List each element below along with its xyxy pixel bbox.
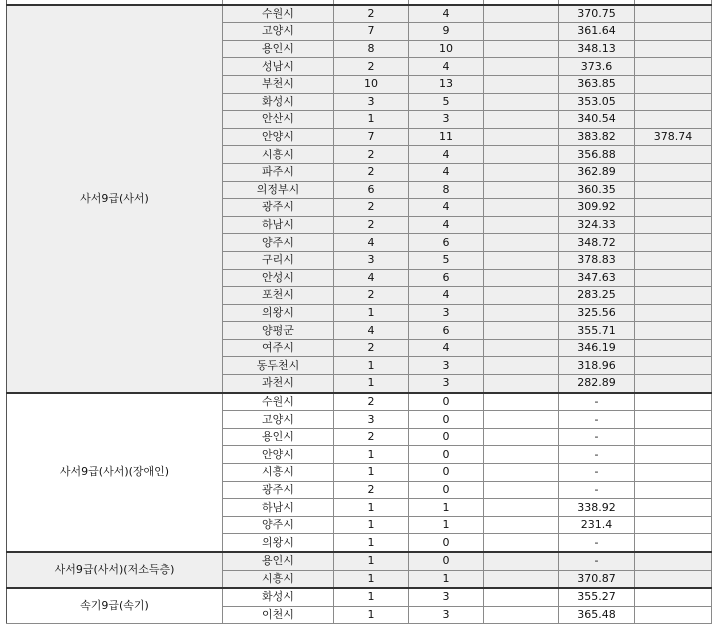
recruit-count-cell: 6 — [334, 181, 409, 199]
recruit-count-cell: 2 — [334, 146, 409, 164]
applicant-count-cell: 0 — [409, 393, 484, 411]
empty-cell — [484, 606, 559, 624]
applicant-count-cell: 4 — [409, 199, 484, 217]
applicant-count-cell: 0 — [409, 411, 484, 429]
empty-cell — [484, 481, 559, 499]
recruit-count-cell: 2 — [334, 339, 409, 357]
average-score-cell — [635, 606, 712, 624]
score-cell: 324.33 — [559, 216, 635, 234]
applicant-count-cell: 4 — [409, 163, 484, 181]
city-cell: 양주시 — [223, 234, 334, 252]
score-cell: - — [559, 411, 635, 429]
recruit-count-cell: 1 — [334, 606, 409, 624]
applicant-count-cell: 8 — [409, 181, 484, 199]
empty-cell — [484, 534, 559, 552]
city-cell: 양주시 — [223, 516, 334, 534]
average-score-cell — [635, 58, 712, 76]
city-cell: 의왕시 — [223, 534, 334, 552]
applicant-count-cell: 4 — [409, 58, 484, 76]
recruit-count-cell: 2 — [334, 216, 409, 234]
empty-cell — [484, 446, 559, 464]
average-score-cell — [635, 428, 712, 446]
average-score-cell — [635, 234, 712, 252]
recruit-count-cell: 1 — [334, 375, 409, 393]
score-cell: 383.82 — [559, 128, 635, 146]
table-row — [7, 5, 712, 23]
empty-cell — [484, 216, 559, 234]
applicant-count-cell: 1 — [409, 499, 484, 517]
score-cell: 360.35 — [559, 181, 635, 199]
applicant-count-cell: 3 — [409, 111, 484, 129]
empty-cell — [484, 269, 559, 287]
city-cell: 양평군 — [223, 322, 334, 340]
average-score-cell — [635, 375, 712, 393]
city-cell: 화성시 — [223, 588, 334, 606]
average-score-cell — [635, 40, 712, 58]
empty-cell — [484, 93, 559, 111]
city-cell: 고양시 — [223, 411, 334, 429]
empty-cell — [484, 58, 559, 76]
score-cell: 348.72 — [559, 234, 635, 252]
score-cell: - — [559, 534, 635, 552]
recruit-count-cell: 4 — [334, 322, 409, 340]
empty-cell — [484, 181, 559, 199]
table-body — [7, 0, 712, 624]
empty-cell — [484, 322, 559, 340]
category-cell: 사서9급(사서)(저소득층) — [7, 552, 223, 588]
city-cell: 용인시 — [223, 428, 334, 446]
empty-cell — [484, 146, 559, 164]
applicant-count-cell: 1 — [409, 516, 484, 534]
average-score-cell — [635, 588, 712, 606]
empty-cell — [484, 5, 559, 23]
recruit-count-cell: 7 — [334, 128, 409, 146]
empty-cell — [484, 357, 559, 375]
applicant-count-cell: 0 — [409, 428, 484, 446]
average-score-cell — [635, 287, 712, 305]
applicant-count-cell: 4 — [409, 146, 484, 164]
empty-cell — [484, 393, 559, 411]
city-cell: 부천시 — [223, 75, 334, 93]
applicant-count-cell: 0 — [409, 464, 484, 482]
average-score-cell — [635, 516, 712, 534]
recruit-count-cell: 2 — [334, 199, 409, 217]
score-cell: 363.85 — [559, 75, 635, 93]
recruit-count-cell: 1 — [334, 357, 409, 375]
score-cell: 318.96 — [559, 357, 635, 375]
recruit-count-cell: 3 — [334, 251, 409, 269]
applicant-count-cell: 6 — [409, 234, 484, 252]
city-cell: 시흥시 — [223, 570, 334, 588]
applicant-count-cell: 6 — [409, 322, 484, 340]
average-score-cell — [635, 269, 712, 287]
city-cell: 화성시 — [223, 93, 334, 111]
city-cell: 용인시 — [223, 40, 334, 58]
average-score-cell — [635, 552, 712, 570]
score-cell: 340.54 — [559, 111, 635, 129]
recruit-count-cell: 1 — [334, 552, 409, 570]
score-cell: 231.4 — [559, 516, 635, 534]
average-score-cell — [635, 75, 712, 93]
empty-cell — [484, 234, 559, 252]
empty-cell — [484, 411, 559, 429]
city-cell: 파주시 — [223, 163, 334, 181]
applicant-count-cell: 4 — [409, 216, 484, 234]
applicant-count-cell: 4 — [409, 287, 484, 305]
empty-cell — [484, 552, 559, 570]
score-cell: 283.25 — [559, 287, 635, 305]
city-cell: 시흥시 — [223, 146, 334, 164]
table-row — [7, 588, 712, 606]
score-cell: - — [559, 552, 635, 570]
recruit-count-cell: 2 — [334, 393, 409, 411]
recruit-count-cell: 1 — [334, 111, 409, 129]
empty-cell — [484, 304, 559, 322]
average-score-cell — [635, 464, 712, 482]
city-cell: 동두천시 — [223, 357, 334, 375]
city-cell: 고양시 — [223, 23, 334, 41]
applicant-count-cell: 3 — [409, 375, 484, 393]
average-score-cell — [635, 411, 712, 429]
empty-cell — [484, 199, 559, 217]
score-cell: 356.88 — [559, 146, 635, 164]
empty-cell — [484, 128, 559, 146]
recruit-count-cell: 2 — [334, 5, 409, 23]
empty-cell — [484, 588, 559, 606]
score-cell: 338.92 — [559, 499, 635, 517]
category-cell: 속기9급(속기) — [7, 588, 223, 624]
score-cell: 325.56 — [559, 304, 635, 322]
average-score-cell — [635, 5, 712, 23]
empty-cell — [484, 251, 559, 269]
empty-cell — [484, 75, 559, 93]
empty-cell — [484, 287, 559, 305]
score-cell: 355.27 — [559, 588, 635, 606]
score-cell: 353.05 — [559, 93, 635, 111]
empty-cell — [484, 516, 559, 534]
average-score-cell — [635, 339, 712, 357]
score-cell: - — [559, 428, 635, 446]
recruit-count-cell: 7 — [334, 23, 409, 41]
empty-cell — [484, 464, 559, 482]
category-cell: 사서9급(사서)(장애인) — [7, 393, 223, 552]
city-cell: 여주시 — [223, 339, 334, 357]
score-cell: - — [559, 464, 635, 482]
recruit-count-cell: 1 — [334, 446, 409, 464]
score-cell: - — [559, 481, 635, 499]
average-score-cell — [635, 181, 712, 199]
applicant-count-cell: 0 — [409, 534, 484, 552]
category-cell: 사서9급(사서) — [7, 5, 223, 393]
applicant-count-cell: 1 — [409, 570, 484, 588]
score-cell: 348.13 — [559, 40, 635, 58]
recruit-count-cell: 1 — [334, 588, 409, 606]
table-row — [7, 393, 712, 411]
recruit-count-cell: 2 — [334, 58, 409, 76]
recruit-count-cell: 1 — [334, 304, 409, 322]
city-cell: 용인시 — [223, 552, 334, 570]
score-cell: - — [559, 446, 635, 464]
city-cell: 안양시 — [223, 128, 334, 146]
empty-cell — [484, 339, 559, 357]
applicant-count-cell: 5 — [409, 251, 484, 269]
applicant-count-cell: 5 — [409, 93, 484, 111]
city-cell: 포천시 — [223, 287, 334, 305]
city-cell: 성남시 — [223, 58, 334, 76]
empty-cell — [484, 375, 559, 393]
city-cell: 이천시 — [223, 606, 334, 624]
city-cell: 안산시 — [223, 111, 334, 129]
score-table — [6, 0, 712, 624]
recruit-count-cell: 1 — [334, 464, 409, 482]
city-cell: 의왕시 — [223, 304, 334, 322]
applicant-count-cell: 3 — [409, 304, 484, 322]
average-score-cell — [635, 446, 712, 464]
average-score-cell — [635, 23, 712, 41]
empty-cell — [484, 23, 559, 41]
city-cell: 수원시 — [223, 5, 334, 23]
average-score-cell — [635, 93, 712, 111]
recruit-count-cell: 3 — [334, 93, 409, 111]
applicant-count-cell: 10 — [409, 40, 484, 58]
average-score-cell — [635, 146, 712, 164]
recruit-count-cell: 4 — [334, 234, 409, 252]
average-score-cell — [635, 216, 712, 234]
average-score-cell: 378.74 — [635, 128, 712, 146]
score-cell: 347.63 — [559, 269, 635, 287]
recruit-count-cell: 1 — [334, 499, 409, 517]
applicant-count-cell: 3 — [409, 588, 484, 606]
city-cell: 수원시 — [223, 393, 334, 411]
applicant-count-cell: 4 — [409, 5, 484, 23]
city-cell: 의정부시 — [223, 181, 334, 199]
score-cell: 309.92 — [559, 199, 635, 217]
average-score-cell — [635, 534, 712, 552]
city-cell: 광주시 — [223, 481, 334, 499]
city-cell: 광주시 — [223, 199, 334, 217]
empty-cell — [484, 428, 559, 446]
empty-cell — [484, 40, 559, 58]
recruit-count-cell: 2 — [334, 481, 409, 499]
score-cell: 370.75 — [559, 5, 635, 23]
average-score-cell — [635, 393, 712, 411]
average-score-cell — [635, 304, 712, 322]
applicant-count-cell: 0 — [409, 446, 484, 464]
recruit-count-cell: 2 — [334, 287, 409, 305]
average-score-cell — [635, 199, 712, 217]
empty-cell — [484, 163, 559, 181]
city-cell: 안성시 — [223, 269, 334, 287]
recruit-count-cell: 1 — [334, 516, 409, 534]
city-cell: 구리시 — [223, 251, 334, 269]
score-cell: 365.48 — [559, 606, 635, 624]
table-row — [7, 552, 712, 570]
score-cell: 362.89 — [559, 163, 635, 181]
average-score-cell — [635, 322, 712, 340]
applicant-count-cell: 6 — [409, 269, 484, 287]
recruit-count-cell: 10 — [334, 75, 409, 93]
score-cell: - — [559, 393, 635, 411]
average-score-cell — [635, 251, 712, 269]
average-score-cell — [635, 481, 712, 499]
city-cell: 하남시 — [223, 499, 334, 517]
score-cell: 361.64 — [559, 23, 635, 41]
city-cell: 과천시 — [223, 375, 334, 393]
average-score-cell — [635, 357, 712, 375]
recruit-count-cell: 1 — [334, 534, 409, 552]
empty-cell — [484, 111, 559, 129]
applicant-count-cell: 9 — [409, 23, 484, 41]
applicant-count-cell: 11 — [409, 128, 484, 146]
city-cell: 시흥시 — [223, 464, 334, 482]
average-score-cell — [635, 499, 712, 517]
recruit-count-cell: 1 — [334, 570, 409, 588]
score-cell: 373.6 — [559, 58, 635, 76]
city-cell: 안양시 — [223, 446, 334, 464]
applicant-count-cell: 0 — [409, 481, 484, 499]
applicant-count-cell: 3 — [409, 357, 484, 375]
applicant-count-cell: 0 — [409, 552, 484, 570]
recruit-count-cell: 3 — [334, 411, 409, 429]
score-cell: 346.19 — [559, 339, 635, 357]
recruit-count-cell: 4 — [334, 269, 409, 287]
average-score-cell — [635, 163, 712, 181]
average-score-cell — [635, 111, 712, 129]
score-cell: 378.83 — [559, 251, 635, 269]
recruit-count-cell: 2 — [334, 428, 409, 446]
score-cell: 355.71 — [559, 322, 635, 340]
recruit-count-cell: 2 — [334, 163, 409, 181]
applicant-count-cell: 13 — [409, 75, 484, 93]
empty-cell — [484, 499, 559, 517]
empty-cell — [484, 570, 559, 588]
score-cell: 370.87 — [559, 570, 635, 588]
score-cell: 282.89 — [559, 375, 635, 393]
applicant-count-cell: 3 — [409, 606, 484, 624]
applicant-count-cell: 4 — [409, 339, 484, 357]
city-cell: 하남시 — [223, 216, 334, 234]
average-score-cell — [635, 570, 712, 588]
recruit-count-cell: 8 — [334, 40, 409, 58]
